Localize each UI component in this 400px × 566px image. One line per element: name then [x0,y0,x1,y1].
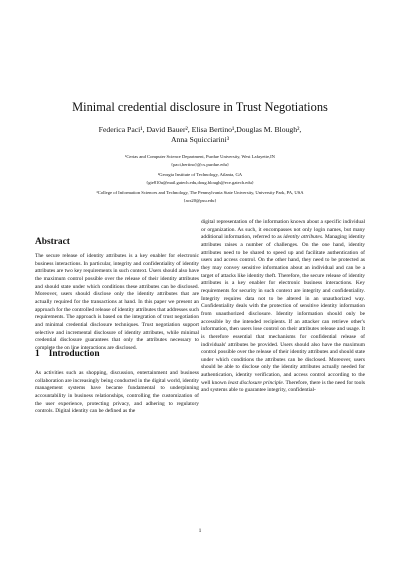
intro-right-part-1: digital representation of the information known about a specific individual or organization. As such, it encompasses not only login names, but many additional information, referred to as [201,219,365,241]
intro-right-part-3: . Therefore, there is the need for tools and systems able to guarantee integrity, confidential- [201,379,365,394]
affiliation-2-email: {gte810u@mail.gatech.edu,doug.blough@ece.gatech.edu} [145,180,255,185]
abstract-text: The secure release of identity attributes is a key enabler for electronic business interactions. In particular, integrity and confidentiality of identity attributes are two key requirements in such context. Users should also have the maximum control possible over the release of their identity attributes and should state under which conditions these attributes can be disclosed. Moreover, users should disclose only the identity attributes that are actually required for the transactions at hand. In this paper we present an approach for the controlled release of identity attributes that addresses such requirements. The approach is based on the integration of trust negotiation and minimal credential disclosure techniques. Trust negotiation support selective and incremental disclosure of identity attributes, while minimal credential disclosure guarantees that only the attributes necessary to complete the on line interactions are disclosed. [35,253,199,351]
affiliation-3-email: {acs20@psu.edu} [183,198,217,203]
author-line-2: Anna Squicciarini³ [170,135,230,144]
introduction-text-right [201,219,365,395]
affiliation-1-email: {paci,bertino}@cs.purdue.edu} [170,162,230,167]
section-number: 1 [35,349,40,359]
affiliation-1: ¹Cerias and Computer Science Department, Purdue University, West Lafayette,IN [124,154,275,159]
paper-title: Minimal credential disclosure in Trust Negotiations [72,100,328,114]
intro-right-emphasis-1: identity attributes [283,234,322,241]
intro-right-part-2: . Managing identity attributes raises a number of challenges. On the one hand, identity attributes need to be shared to speed up and facilitate authentication of users and access control. On the other hand, they need to be protected as they may convey sensitive information about an individual and can be a target of attacks like identity theft. Therefore, the secure release of identity attributes is a key enabler for electronic business interactions. Key requirements for security in such context are integrity and confidentiality. Integrity requires data not to be altered in an unauthorized way. Confidentiality deals with the protection of sensitive identity information from unauthorized disclosure. Identity information should only be accessible by the intended recipients. If an attacker can retrieve other's information, then users lose control on their attributes release and usage. It is therefore essential that mechanisms for confidential release of individuals' attributes be provided. Users should also have the maximum control possible over the release of their identity attributes and should state under which conditions the attributes can be disclosed. Moreover, users should be able to disclose only the identity attributes actually needed for authentication, identity verification, and access control according to the well known [201,234,365,386]
introduction-text-left: As activities such as shopping, discussion, entertainment and business collaboration are increasingly being conducted in the digital world, identity management systems have became fundamental to underpinning accountability in business relationships, controlling the customization of the user experience, protecting privacy, and adhering to regulatory controls. Digital identity can be defined as the [35,370,199,415]
author-list [40,125,360,145]
affiliation-2: ²Georgia Institute of Technology, Atlanta, GA [157,172,243,177]
page-number: 1 [198,528,202,534]
section-title: Introduction [48,349,100,359]
intro-right-emphasis-2: least disclosure principle [227,379,283,386]
abstract-heading: Abstract [35,237,70,247]
affiliation-3: ³College of Information Sciences and Technology, The Pennsylvania State University, University Park, PA, USA [96,190,304,195]
author-line-1: Federica Paci¹, David Bauer², Elisa Bertino¹,Douglas M. Blough², [98,125,302,134]
introduction-heading [35,349,100,360]
